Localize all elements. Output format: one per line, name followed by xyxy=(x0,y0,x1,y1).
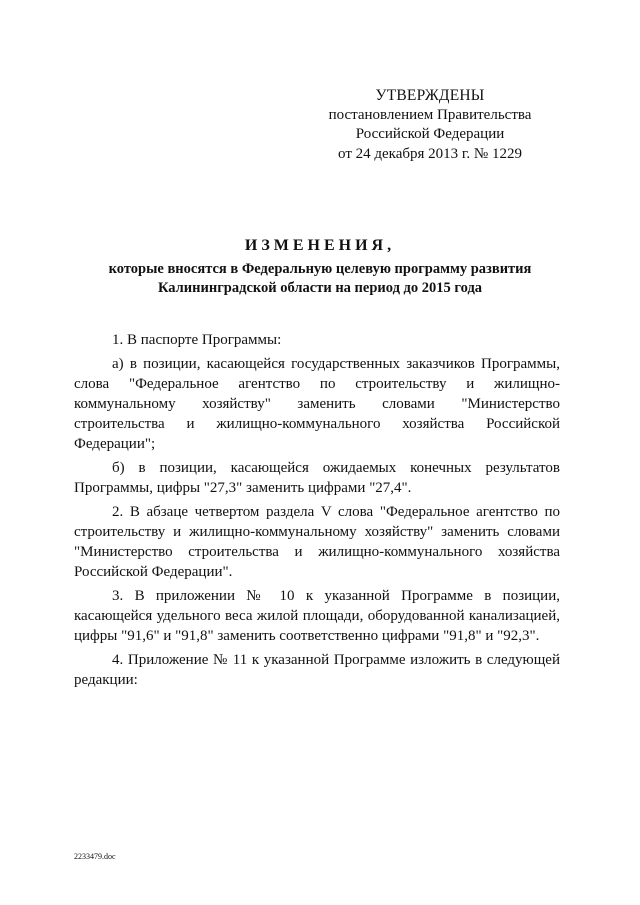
document-body xyxy=(74,330,560,694)
approval-heading: УТВЕРЖДЕНЫ xyxy=(375,87,485,104)
approval-stamp xyxy=(320,86,540,164)
approval-line-1: постановлением Правительства xyxy=(328,106,532,123)
paragraph-1: 1. В паспорте Программы: xyxy=(112,332,282,348)
document-subtitle-line-1: которые вносятся в Федеральную целевую программу развития xyxy=(108,261,532,277)
document-subtitle-line-2: Калининградской области на период до 2015 года xyxy=(157,280,483,296)
document-title-block xyxy=(70,232,570,298)
approval-line-3: от 24 декабря 2013 г. № 1229 xyxy=(338,145,522,162)
paragraph-2: 2. В абзаце четвертом раздела V слова "Федеральное агентство по строительству и жилищно-коммунальному хозяйству" заменить словами "Министерство строительства и жилищно-коммунального хозяйства Российской Федерации". xyxy=(74,504,560,580)
paragraph-3: 3. В приложении № 10 к указанной Программе в позиции, касающейся удельного веса жилой площади, оборудованной канализацией, цифры "91,6" и "91,8" заменить соответственно цифрами "91,8" и "92,3". xyxy=(74,588,560,644)
document-title: ИЗМЕНЕНИЯ, xyxy=(244,237,396,254)
paragraph-1b: б) в позиции, касающейся ожидаемых конечных результатов Программы, цифры "27,3" заменить цифрами "27,4". xyxy=(74,460,560,496)
document-file-reference: 2233479.doc xyxy=(74,852,116,861)
paragraph-1a: а) в позиции, касающейся государственных заказчиков Программы, слова "Федеральное агентство по строительству и жилищно-коммунальному хозяйству" заменить словами "Министерство строительства и жилищно-коммунального хозяйства Российской Федерации"; xyxy=(74,356,560,452)
paragraph-4: 4. Приложение № 11 к указанной Программе изложить в следующей редакции: xyxy=(74,652,560,688)
approval-line-2: Российской Федерации xyxy=(355,126,505,142)
